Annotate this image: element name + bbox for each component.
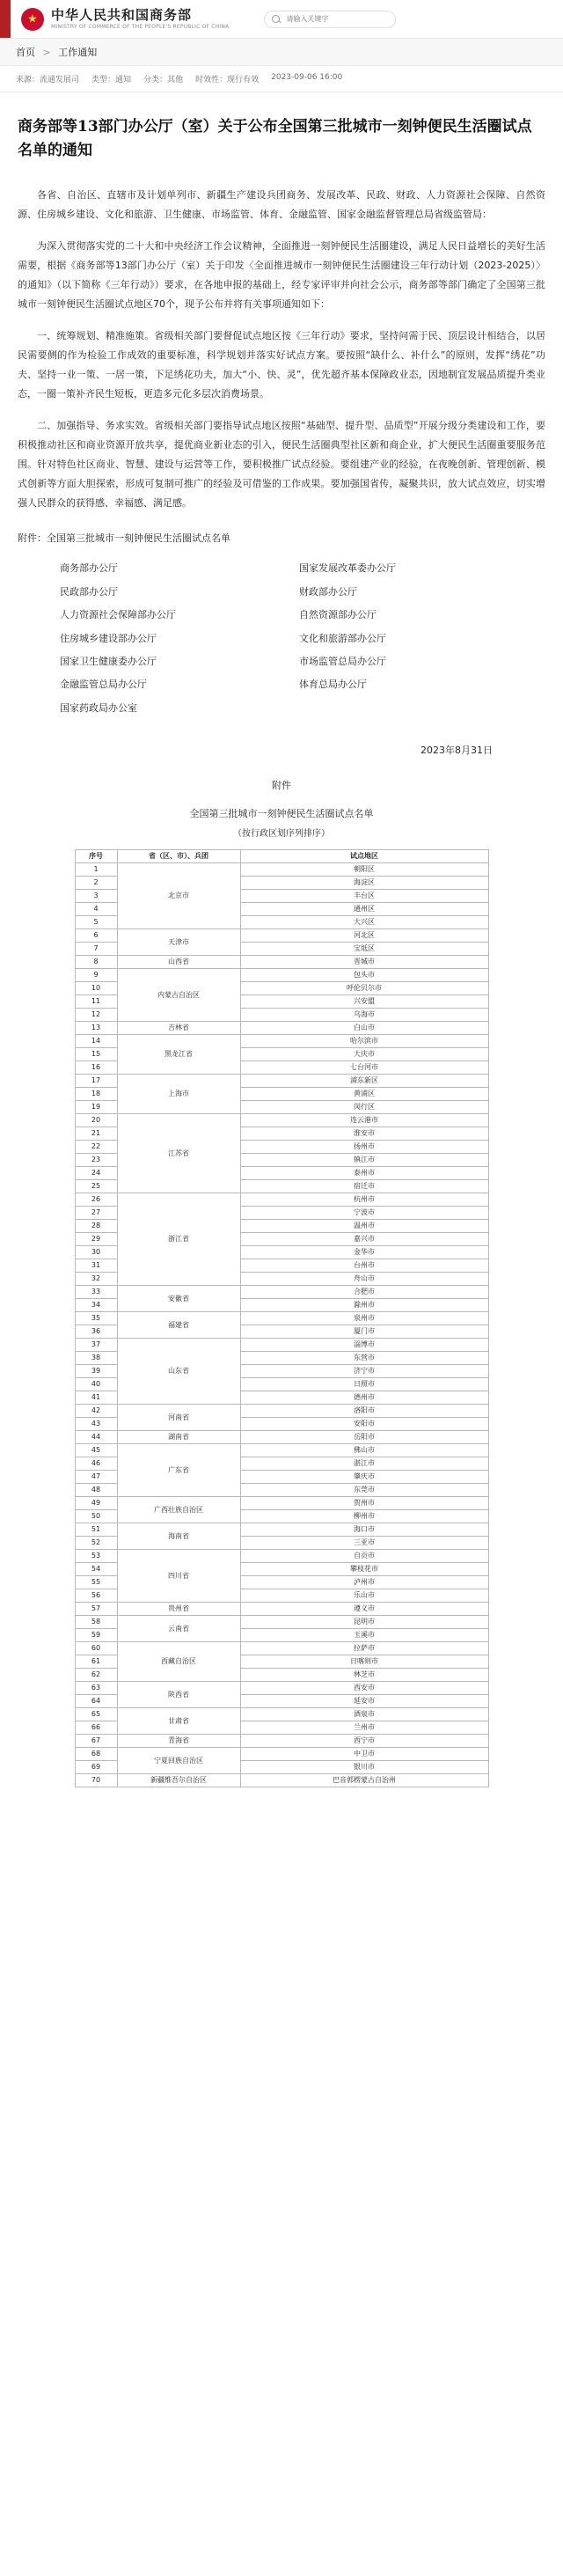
- dept-name: [282, 697, 545, 720]
- cell-province: 贵州省: [117, 1603, 240, 1616]
- table-row: [75, 1286, 488, 1299]
- cell-pilot-area: 泸州市: [240, 1576, 488, 1589]
- cell-province: 陕西省: [117, 1682, 240, 1708]
- cell-index: 39: [75, 1365, 117, 1378]
- cell-province: 广西壮族自治区: [117, 1497, 240, 1523]
- cell-index: 24: [75, 1167, 117, 1180]
- document-body: [0, 92, 563, 1814]
- cell-index: 19: [75, 1101, 117, 1114]
- table-row: [75, 1444, 488, 1457]
- cell-pilot-area: 宝坻区: [240, 943, 488, 956]
- cell-pilot-area: 扬州市: [240, 1141, 488, 1154]
- cell-index: 55: [75, 1576, 117, 1589]
- cell-pilot-area: 日喀则市: [240, 1655, 488, 1669]
- cell-index: 13: [75, 1022, 117, 1035]
- table-row: [75, 1022, 488, 1035]
- cell-index: 17: [75, 1075, 117, 1088]
- table-row: [75, 1682, 488, 1695]
- cell-province: 广东省: [117, 1444, 240, 1497]
- column-header: 试点地区: [240, 850, 488, 863]
- dept-name: 金融监管总局办公厅: [60, 679, 147, 691]
- cell-pilot-area: 黄浦区: [240, 1088, 488, 1101]
- table-row: [75, 929, 488, 943]
- breadcrumb-current: 工作通知: [58, 47, 98, 58]
- cell-index: 18: [75, 1088, 117, 1101]
- cell-province: 黑龙江省: [117, 1035, 240, 1075]
- table-row: [75, 1405, 488, 1418]
- dept-row: [18, 673, 545, 696]
- cell-index: 69: [75, 1761, 117, 1774]
- cell-pilot-area: 晋城市: [240, 956, 488, 969]
- meta-type: [91, 73, 131, 84]
- table-row: [75, 1550, 488, 1563]
- cell-index: 20: [75, 1114, 117, 1127]
- breadcrumb-home[interactable]: 首页: [16, 47, 35, 58]
- paragraph: 二、加强指导、务求实效。省级相关部门要指导试点地区按照“基础型、提升型、品质型”开展分级分类建设和工作，要积极推动社区和商业资源开放共享，提优商业新业态的引入，便民生活圈典型社区新和商企业，扩大便民生活圈重要服务范围。针对特色社区商业、智慧、建设与运营等工作，要积极推广试点经验。要组建产业的经验，在夜晚创新、管理创新、模式创新等方面大胆探索，形成可复制可推广的经验及可借鉴的工作成果。要加强国省传，凝聚共识，放大试点效应，切实增强人民群众的获得感、幸福感、满足感。: [18, 420, 545, 510]
- dept-name: 文化和旅游部办公厅: [299, 632, 386, 644]
- table-row: [75, 1075, 488, 1088]
- dept-name: 住房城乡建设部办公厅: [60, 632, 157, 644]
- cell-province: 天津市: [117, 929, 240, 956]
- cell-index: 70: [75, 1774, 117, 1787]
- cell-index: 11: [75, 995, 117, 1009]
- cell-pilot-area: 白山市: [240, 1022, 488, 1035]
- cell-province: 西藏自治区: [117, 1642, 240, 1682]
- cell-pilot-area: 镇江市: [240, 1154, 488, 1167]
- cell-index: 32: [75, 1273, 117, 1286]
- cell-index: 43: [75, 1418, 117, 1431]
- meta-type-label: 类型：: [91, 76, 116, 84]
- cell-pilot-area: 包头市: [240, 969, 488, 982]
- cell-pilot-area: 淄博市: [240, 1339, 488, 1352]
- cell-index: 44: [75, 1431, 117, 1444]
- site-title: [51, 7, 229, 30]
- cell-pilot-area: 岳阳市: [240, 1431, 488, 1444]
- table-row: [75, 1114, 488, 1127]
- cell-pilot-area: 丰台区: [240, 890, 488, 903]
- cell-province: 湖南省: [117, 1431, 240, 1444]
- cell-index: 5: [75, 916, 117, 929]
- table-row: [75, 1497, 488, 1510]
- attachment-label: 附件: [272, 780, 291, 792]
- dept-name: 自然资源部办公厅: [299, 609, 377, 621]
- cell-index: 35: [75, 1312, 117, 1325]
- cell-pilot-area: 济宁市: [240, 1365, 488, 1378]
- cell-index: 52: [75, 1537, 117, 1550]
- dept-row: [18, 627, 545, 650]
- table-row: [75, 1431, 488, 1444]
- pilot-areas-table: [75, 849, 489, 1787]
- dept-row: [18, 604, 545, 627]
- table-row: [75, 1312, 488, 1325]
- cell-index: 56: [75, 1589, 117, 1603]
- meta-validity-value: 现行有效: [227, 76, 260, 84]
- pilot-table-body: [75, 863, 488, 1787]
- cell-province: 宁夏回族自治区: [117, 1748, 240, 1774]
- signing-departments: [18, 557, 545, 720]
- table-row: [75, 1708, 488, 1721]
- cell-index: 3: [75, 890, 117, 903]
- table-row: [75, 1193, 488, 1207]
- cell-province: 海南省: [117, 1523, 240, 1550]
- cell-index: 23: [75, 1154, 117, 1167]
- cell-pilot-area: 宿迁市: [240, 1180, 488, 1193]
- cell-province: 内蒙古自治区: [117, 969, 240, 1022]
- cell-index: 64: [75, 1695, 117, 1708]
- cell-index: 14: [75, 1035, 117, 1048]
- cell-pilot-area: 哈尔滨市: [240, 1035, 488, 1048]
- cell-pilot-area: 拉萨市: [240, 1642, 488, 1655]
- cell-index: 53: [75, 1550, 117, 1563]
- cell-pilot-area: 西安市: [240, 1682, 488, 1695]
- cell-pilot-area: 温州市: [240, 1220, 488, 1233]
- ministry-name-en: MINISTRY OF COMMERCE OF THE PEOPLE'S REPUBLIC OF CHINA: [51, 24, 230, 31]
- cell-pilot-area: 西宁市: [240, 1735, 488, 1748]
- meta-category: [143, 73, 183, 84]
- dept-row: [18, 557, 545, 580]
- cell-province: 新疆维吾尔自治区: [117, 1774, 240, 1787]
- cell-index: 51: [75, 1523, 117, 1537]
- cell-pilot-area: 自贡市: [240, 1550, 488, 1563]
- cell-index: 37: [75, 1339, 117, 1352]
- cell-pilot-area: 厦门市: [240, 1325, 488, 1339]
- cell-index: 40: [75, 1378, 117, 1391]
- dept-name: 体育总局办公厅: [299, 679, 367, 691]
- cell-pilot-area: 金华市: [240, 1246, 488, 1259]
- page-title: 商务部等13部门办公厅（室）关于公布全国第三批城市一刻钟便民生活圈试点名单的通知: [18, 118, 532, 160]
- table-row: [75, 1339, 488, 1352]
- cell-pilot-area: 日照市: [240, 1378, 488, 1391]
- cell-pilot-area: 德州市: [240, 1391, 488, 1405]
- cell-pilot-area: 通州区: [240, 903, 488, 916]
- dept-name: 人力资源社会保障部办公厅: [60, 609, 176, 621]
- table-row: [75, 956, 488, 969]
- cell-pilot-area: 海淀区: [240, 877, 488, 890]
- cell-pilot-area: 泰州市: [240, 1167, 488, 1180]
- cell-province: 四川省: [117, 1550, 240, 1603]
- cell-province: 河南省: [117, 1405, 240, 1431]
- cell-index: 6: [75, 929, 117, 943]
- ministry-name-cn: 中华人民共和国商务部: [51, 7, 193, 24]
- cell-pilot-area: 昆明市: [240, 1616, 488, 1629]
- breadcrumb: [0, 39, 563, 66]
- column-header: 序号: [75, 850, 117, 863]
- cell-index: 21: [75, 1127, 117, 1141]
- cell-pilot-area: 柳州市: [240, 1510, 488, 1523]
- cell-index: 62: [75, 1669, 117, 1682]
- attachment-title: 全国第三批城市一刻钟便民生活圈试点名单: [189, 808, 374, 820]
- cell-province: 云南省: [117, 1616, 240, 1642]
- site-header: [0, 0, 563, 39]
- table-row: [75, 1523, 488, 1537]
- cell-index: 30: [75, 1246, 117, 1259]
- paragraph: 一、统筹规划、精准施策。省级相关部门要督促试点地区按《三年行动》要求，坚持问需于民、顶层设计相结合，以居民需要侧的作为检验工作成效的重要标准，科学规划并落实好试点方案。要按照“缺什么、补什么”的原则，发挥“绣花”功夫、坚持一业一策、一居一策，下足绣花功夫，加大“小、快、灵”，优先超齐基本保障政业态，因地制宜发展品质提升类业态，一圈一策补齐民生短板，更造多元化多层次消费场景。: [18, 330, 545, 400]
- meta-source-label: 来源：: [16, 76, 40, 84]
- meta-validity: [195, 73, 259, 84]
- cell-index: 22: [75, 1141, 117, 1154]
- dept-name: 民政部办公厅: [60, 585, 118, 598]
- table-row: [75, 1642, 488, 1655]
- cell-index: 67: [75, 1735, 117, 1748]
- dept-name: 国家发展改革委办公厅: [299, 562, 396, 575]
- cell-index: 12: [75, 1009, 117, 1022]
- cell-index: 31: [75, 1259, 117, 1273]
- cell-index: 59: [75, 1629, 117, 1642]
- cell-pilot-area: 银川市: [240, 1761, 488, 1774]
- cell-pilot-area: 中卫市: [240, 1748, 488, 1761]
- meta-date: 2023-09-06 16:00: [271, 73, 343, 82]
- cell-index: 2: [75, 877, 117, 890]
- cell-pilot-area: 安阳市: [240, 1418, 488, 1431]
- cell-pilot-area: 林芝市: [240, 1669, 488, 1682]
- cell-index: 1: [75, 863, 117, 877]
- cell-index: 33: [75, 1286, 117, 1299]
- national-emblem-icon: [21, 8, 44, 31]
- breadcrumb-separator: >: [42, 47, 51, 58]
- cell-pilot-area: 闵行区: [240, 1101, 488, 1114]
- cell-index: 26: [75, 1193, 117, 1207]
- cell-pilot-area: 连云港市: [240, 1114, 488, 1127]
- cell-index: 42: [75, 1405, 117, 1418]
- cell-pilot-area: 大庆市: [240, 1048, 488, 1061]
- cell-index: 49: [75, 1497, 117, 1510]
- cell-pilot-area: 酒泉市: [240, 1708, 488, 1721]
- document-meta: [0, 66, 563, 92]
- cell-pilot-area: 遵义市: [240, 1603, 488, 1616]
- paragraph: 各省、自治区、直辖市及计划单列市、新疆生产建设兵团商务、发展改革、民政、财政、人力资源社会保障、自然资源、住房城乡建设、文化和旅游、卫生健康、市场监管、体育、金融监管、国家金融监督管理总局省级监管局：: [18, 189, 545, 221]
- cell-pilot-area: 杭州市: [240, 1193, 488, 1207]
- table-row: [75, 1035, 488, 1048]
- dept-name: 国家药政局办公室: [60, 701, 137, 714]
- cell-index: 16: [75, 1061, 117, 1075]
- meta-source: [16, 73, 79, 84]
- cell-province: 江苏省: [117, 1114, 240, 1193]
- cell-index: 34: [75, 1299, 117, 1312]
- cell-index: 8: [75, 956, 117, 969]
- cell-pilot-area: 淮安市: [240, 1127, 488, 1141]
- cell-province: 浙江省: [117, 1193, 240, 1286]
- cell-pilot-area: 泉州市: [240, 1312, 488, 1325]
- cell-index: 54: [75, 1563, 117, 1576]
- cell-index: 10: [75, 982, 117, 995]
- column-header: 省（区、市）、兵团: [117, 850, 240, 863]
- cell-pilot-area: 贺州市: [240, 1497, 488, 1510]
- table-row: [75, 969, 488, 982]
- cell-pilot-area: 海口市: [240, 1523, 488, 1537]
- cell-pilot-area: 乌海市: [240, 1009, 488, 1022]
- attachment-reference: 附件：全国第三批城市一刻钟便民生活圈试点名单: [18, 532, 230, 545]
- cell-index: 25: [75, 1180, 117, 1193]
- cell-province: 山东省: [117, 1339, 240, 1405]
- cell-index: 48: [75, 1484, 117, 1497]
- cell-index: 28: [75, 1220, 117, 1233]
- cell-pilot-area: 佛山市: [240, 1444, 488, 1457]
- cell-pilot-area: 东莞市: [240, 1484, 488, 1497]
- cell-pilot-area: 大兴区: [240, 916, 488, 929]
- cell-index: 50: [75, 1510, 117, 1523]
- cell-province: 福建省: [117, 1312, 240, 1339]
- cell-index: 38: [75, 1352, 117, 1365]
- cell-pilot-area: 台州市: [240, 1259, 488, 1273]
- cell-index: 47: [75, 1471, 117, 1484]
- cell-pilot-area: 浦东新区: [240, 1075, 488, 1088]
- cell-index: 63: [75, 1682, 117, 1695]
- cell-index: 60: [75, 1642, 117, 1655]
- cell-index: 27: [75, 1207, 117, 1220]
- cell-province: 北京市: [117, 863, 240, 929]
- cell-province: 上海市: [117, 1075, 240, 1114]
- search-input[interactable]: [284, 14, 388, 24]
- cell-index: 57: [75, 1603, 117, 1616]
- sign-date: 2023年8月31日: [420, 745, 493, 757]
- cell-index: 45: [75, 1444, 117, 1457]
- cell-pilot-area: 嘉兴市: [240, 1233, 488, 1246]
- dept-row: [18, 581, 545, 604]
- meta-category-label: 分类：: [143, 76, 168, 84]
- cell-pilot-area: 舟山市: [240, 1273, 488, 1286]
- dept-name: 市场监管总局办公厅: [299, 655, 386, 667]
- cell-index: 4: [75, 903, 117, 916]
- cell-pilot-area: 滁州市: [240, 1299, 488, 1312]
- cell-pilot-area: 乐山市: [240, 1589, 488, 1603]
- cell-province: 青海省: [117, 1735, 240, 1748]
- cell-pilot-area: 肇庆市: [240, 1471, 488, 1484]
- cell-index: 36: [75, 1325, 117, 1339]
- cell-pilot-area: 兴安盟: [240, 995, 488, 1009]
- cell-index: 58: [75, 1616, 117, 1629]
- cell-index: 65: [75, 1708, 117, 1721]
- cell-pilot-area: 攀枝花市: [240, 1563, 488, 1576]
- meta-type-value: 通知: [115, 76, 132, 84]
- cell-province: 甘肃省: [117, 1708, 240, 1735]
- dept-name: 财政部办公厅: [299, 585, 357, 598]
- cell-province: 山西省: [117, 956, 240, 969]
- cell-pilot-area: 巴音郭楞蒙古自治州: [240, 1774, 488, 1787]
- search-icon: [272, 15, 280, 23]
- cell-pilot-area: 洛阳市: [240, 1405, 488, 1418]
- dept-name: 国家卫生健康委办公厅: [60, 655, 157, 667]
- cell-index: 46: [75, 1457, 117, 1471]
- cell-index: 61: [75, 1655, 117, 1669]
- paragraph: 为深入贯彻落实党的二十大和中央经济工作会议精神，全面推进一刻钟便民生活圈建设，满足人民日益增长的美好生活需要，根据《商务部等13部门办公厅（室）关于印发〈全面推进城市一刻钟便民生活圈建设三年行动计划（2023-2025）〉的通知》（以下简称《三年行动》）要求，在各地申报的基础上，经专家评审并向社会公示，商务部等部门确定了全国第三批城市一刻钟便民生活圈试点地区70个，现予公布并将有关事项通知如下：: [18, 240, 545, 311]
- table-row: [75, 1748, 488, 1761]
- meta-source-value: 流通发展司: [40, 76, 80, 84]
- cell-province: 吉林省: [117, 1022, 240, 1035]
- cell-index: 41: [75, 1391, 117, 1405]
- cell-index: 68: [75, 1748, 117, 1761]
- cell-index: 15: [75, 1048, 117, 1061]
- table-row: [75, 1616, 488, 1629]
- cell-pilot-area: 玉溪市: [240, 1629, 488, 1642]
- attachment-subtitle: （按行政区划序列排序）: [233, 829, 330, 840]
- table-row: [75, 1603, 488, 1616]
- cell-province: 安徽省: [117, 1286, 240, 1312]
- cell-pilot-area: 湛江市: [240, 1457, 488, 1471]
- cell-pilot-area: 七台河市: [240, 1061, 488, 1075]
- cell-pilot-area: 延安市: [240, 1695, 488, 1708]
- table-header-row: [75, 850, 488, 863]
- cell-index: 9: [75, 969, 117, 982]
- cell-pilot-area: 呼伦贝尔市: [240, 982, 488, 995]
- cell-pilot-area: 兰州市: [240, 1721, 488, 1735]
- cell-pilot-area: 朝阳区: [240, 863, 488, 877]
- dept-row: [18, 650, 545, 673]
- meta-category-value: 其他: [167, 76, 184, 84]
- cell-pilot-area: 宁波市: [240, 1207, 488, 1220]
- cell-pilot-area: 合肥市: [240, 1286, 488, 1299]
- table-row: [75, 1774, 488, 1787]
- dept-row: [18, 697, 545, 720]
- cell-pilot-area: 河北区: [240, 929, 488, 943]
- dept-name: 商务部办公厅: [60, 562, 118, 575]
- cell-index: 7: [75, 943, 117, 956]
- meta-validity-label: 时效性：: [195, 76, 228, 84]
- search-box[interactable]: [264, 11, 396, 28]
- table-row: [75, 1735, 488, 1748]
- cell-index: 66: [75, 1721, 117, 1735]
- cell-index: 29: [75, 1233, 117, 1246]
- cell-pilot-area: 三亚市: [240, 1537, 488, 1550]
- table-row: [75, 863, 488, 877]
- cell-pilot-area: 东营市: [240, 1352, 488, 1365]
